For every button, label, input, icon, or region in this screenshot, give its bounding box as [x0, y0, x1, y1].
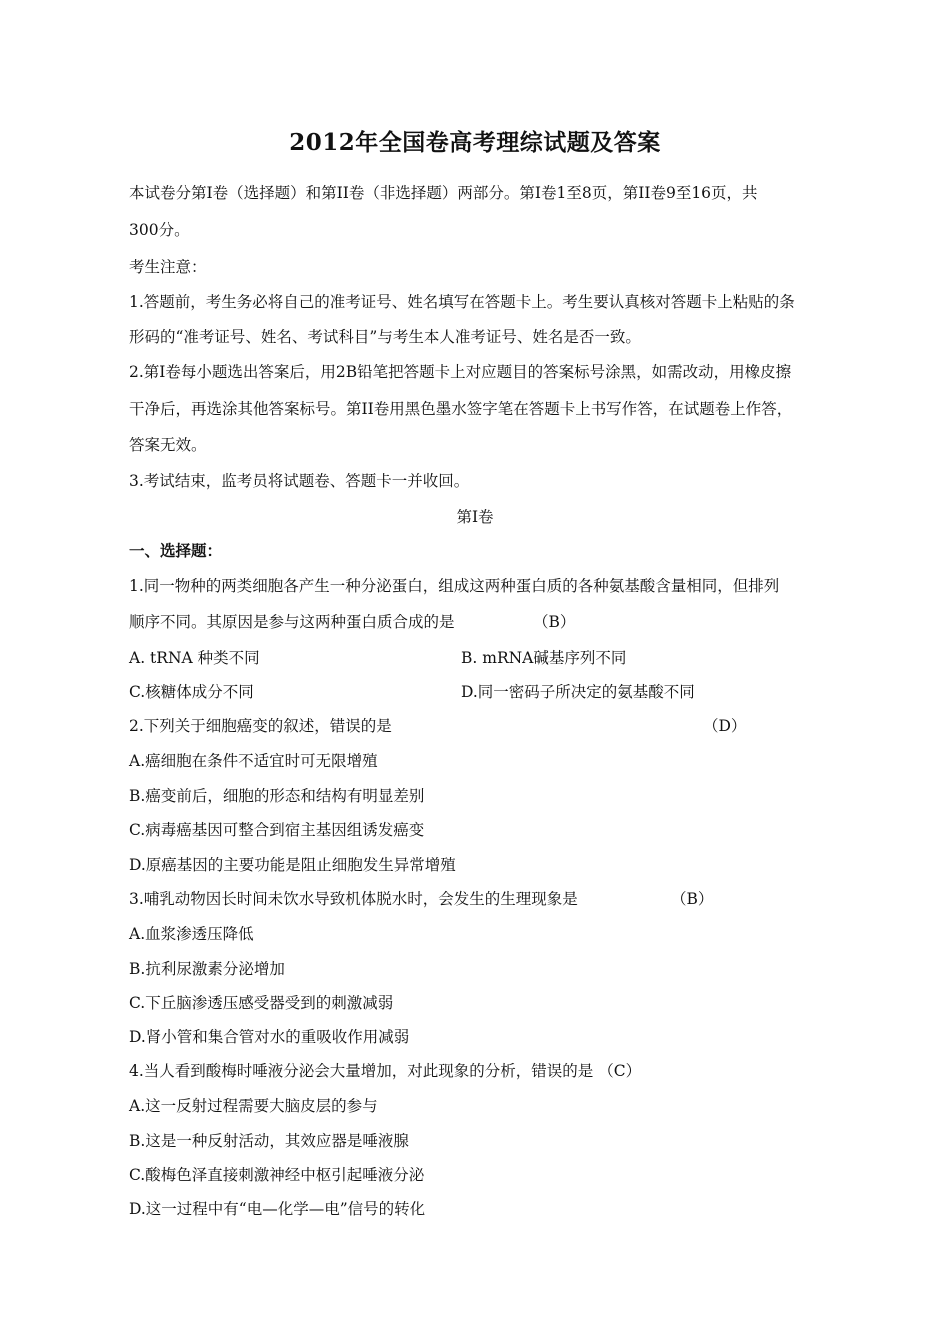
question-3-option-a: A.血浆渗透压降低: [129, 925, 254, 943]
question-2-option-b: B.癌变前后，细胞的形态和结构有明显差别: [129, 787, 425, 805]
notice-item-1-line-1: 1.答题前，考生务必将自己的准考证号、姓名填写在答题卡上。考生要认真核对答题卡上粘贴的条: [129, 293, 795, 311]
part-heading: 一、选择题：: [129, 541, 223, 560]
page-title: 2012年全国卷高考理综试题及答案: [289, 129, 661, 156]
question-1-option-a: A. tRNA 种类不同: [129, 649, 260, 667]
intro-line-2: 300分。: [129, 221, 190, 239]
question-2-option-c: C.病毒癌基因可整合到宿主基因组诱发癌变: [129, 821, 425, 839]
question-2-option-a: A.癌细胞在条件不适宜时可无限增殖: [129, 752, 378, 770]
question-4-option-c: C.酸梅色泽直接刺激神经中枢引起唾液分泌: [129, 1166, 425, 1184]
question-1-option-b: B. mRNA碱基序列不同: [461, 649, 627, 667]
question-4-option-d: D.这一过程中有“电—化学—电”信号的转化: [129, 1200, 426, 1218]
notice-item-2-line-1: 2.第Ⅰ卷每小题选出答案后，用2B铅笔把答题卡上对应题目的答案标号涂黑，如需改动，用橡皮擦: [129, 363, 792, 381]
intro-line-1: 本试卷分第Ⅰ卷（选择题）和第II卷（非选择题）两部分。第Ⅰ卷1至8页，第II卷9至16页，共: [129, 184, 758, 202]
question-1-line-2: 顺序不同。其原因是参与这两种蛋白质合成的是: [129, 613, 455, 631]
question-3-answer: （B）: [671, 890, 714, 908]
question-4-stem: 4.当人看到酸梅时唾液分泌会大量增加，对此现象的分析，错误的是 （C）: [129, 1062, 642, 1080]
question-4-option-b: B.这是一种反射活动，其效应器是唾液腺: [129, 1132, 409, 1150]
question-3-stem: 3.哺乳动物因长时间未饮水导致机体脱水时，会发生的生理现象是: [129, 890, 578, 908]
question-2-answer: （D）: [703, 717, 747, 735]
notice-item-2-line-3: 答案无效。: [129, 436, 207, 454]
question-1-option-d: D.同一密码子所决定的氨基酸不同: [461, 683, 695, 701]
question-1-line-1: 1.同一物种的两类细胞各产生一种分泌蛋白，组成这两种蛋白质的各种氨基酸含量相同，但排列: [129, 577, 780, 595]
notice-item-2-line-2: 干净后，再选涂其他答案标号。第II卷用黑色墨水签字笔在答题卡上书写作答，在试题卷上作答，: [129, 400, 793, 418]
section-title: 第Ⅰ卷: [456, 508, 494, 526]
question-2-stem: 2.下列关于细胞癌变的叙述，错误的是: [129, 717, 392, 735]
notice-item-3: 3.考试结束，监考员将试题卷、答题卡一并收回。: [129, 472, 470, 490]
notice-item-1-line-2: 形码的“准考证号、姓名、考试科目”与考生本人准考证号、姓名是否一致。: [129, 328, 641, 346]
question-1-option-c: C.核糖体成分不同: [129, 683, 254, 701]
notice-heading: 考生注意：: [129, 258, 207, 276]
question-1-answer: （B）: [533, 613, 576, 631]
question-3-option-d: D.肾小管和集合管对水的重吸收作用减弱: [129, 1028, 410, 1046]
question-3-option-b: B.抗利尿激素分泌增加: [129, 960, 285, 978]
question-3-option-c: C.下丘脑渗透压感受器受到的刺激减弱: [129, 994, 394, 1012]
question-4-option-a: A.这一反射过程需要大脑皮层的参与: [129, 1097, 378, 1115]
question-2-option-d: D.原癌基因的主要功能是阻止细胞发生异常增殖: [129, 856, 456, 874]
